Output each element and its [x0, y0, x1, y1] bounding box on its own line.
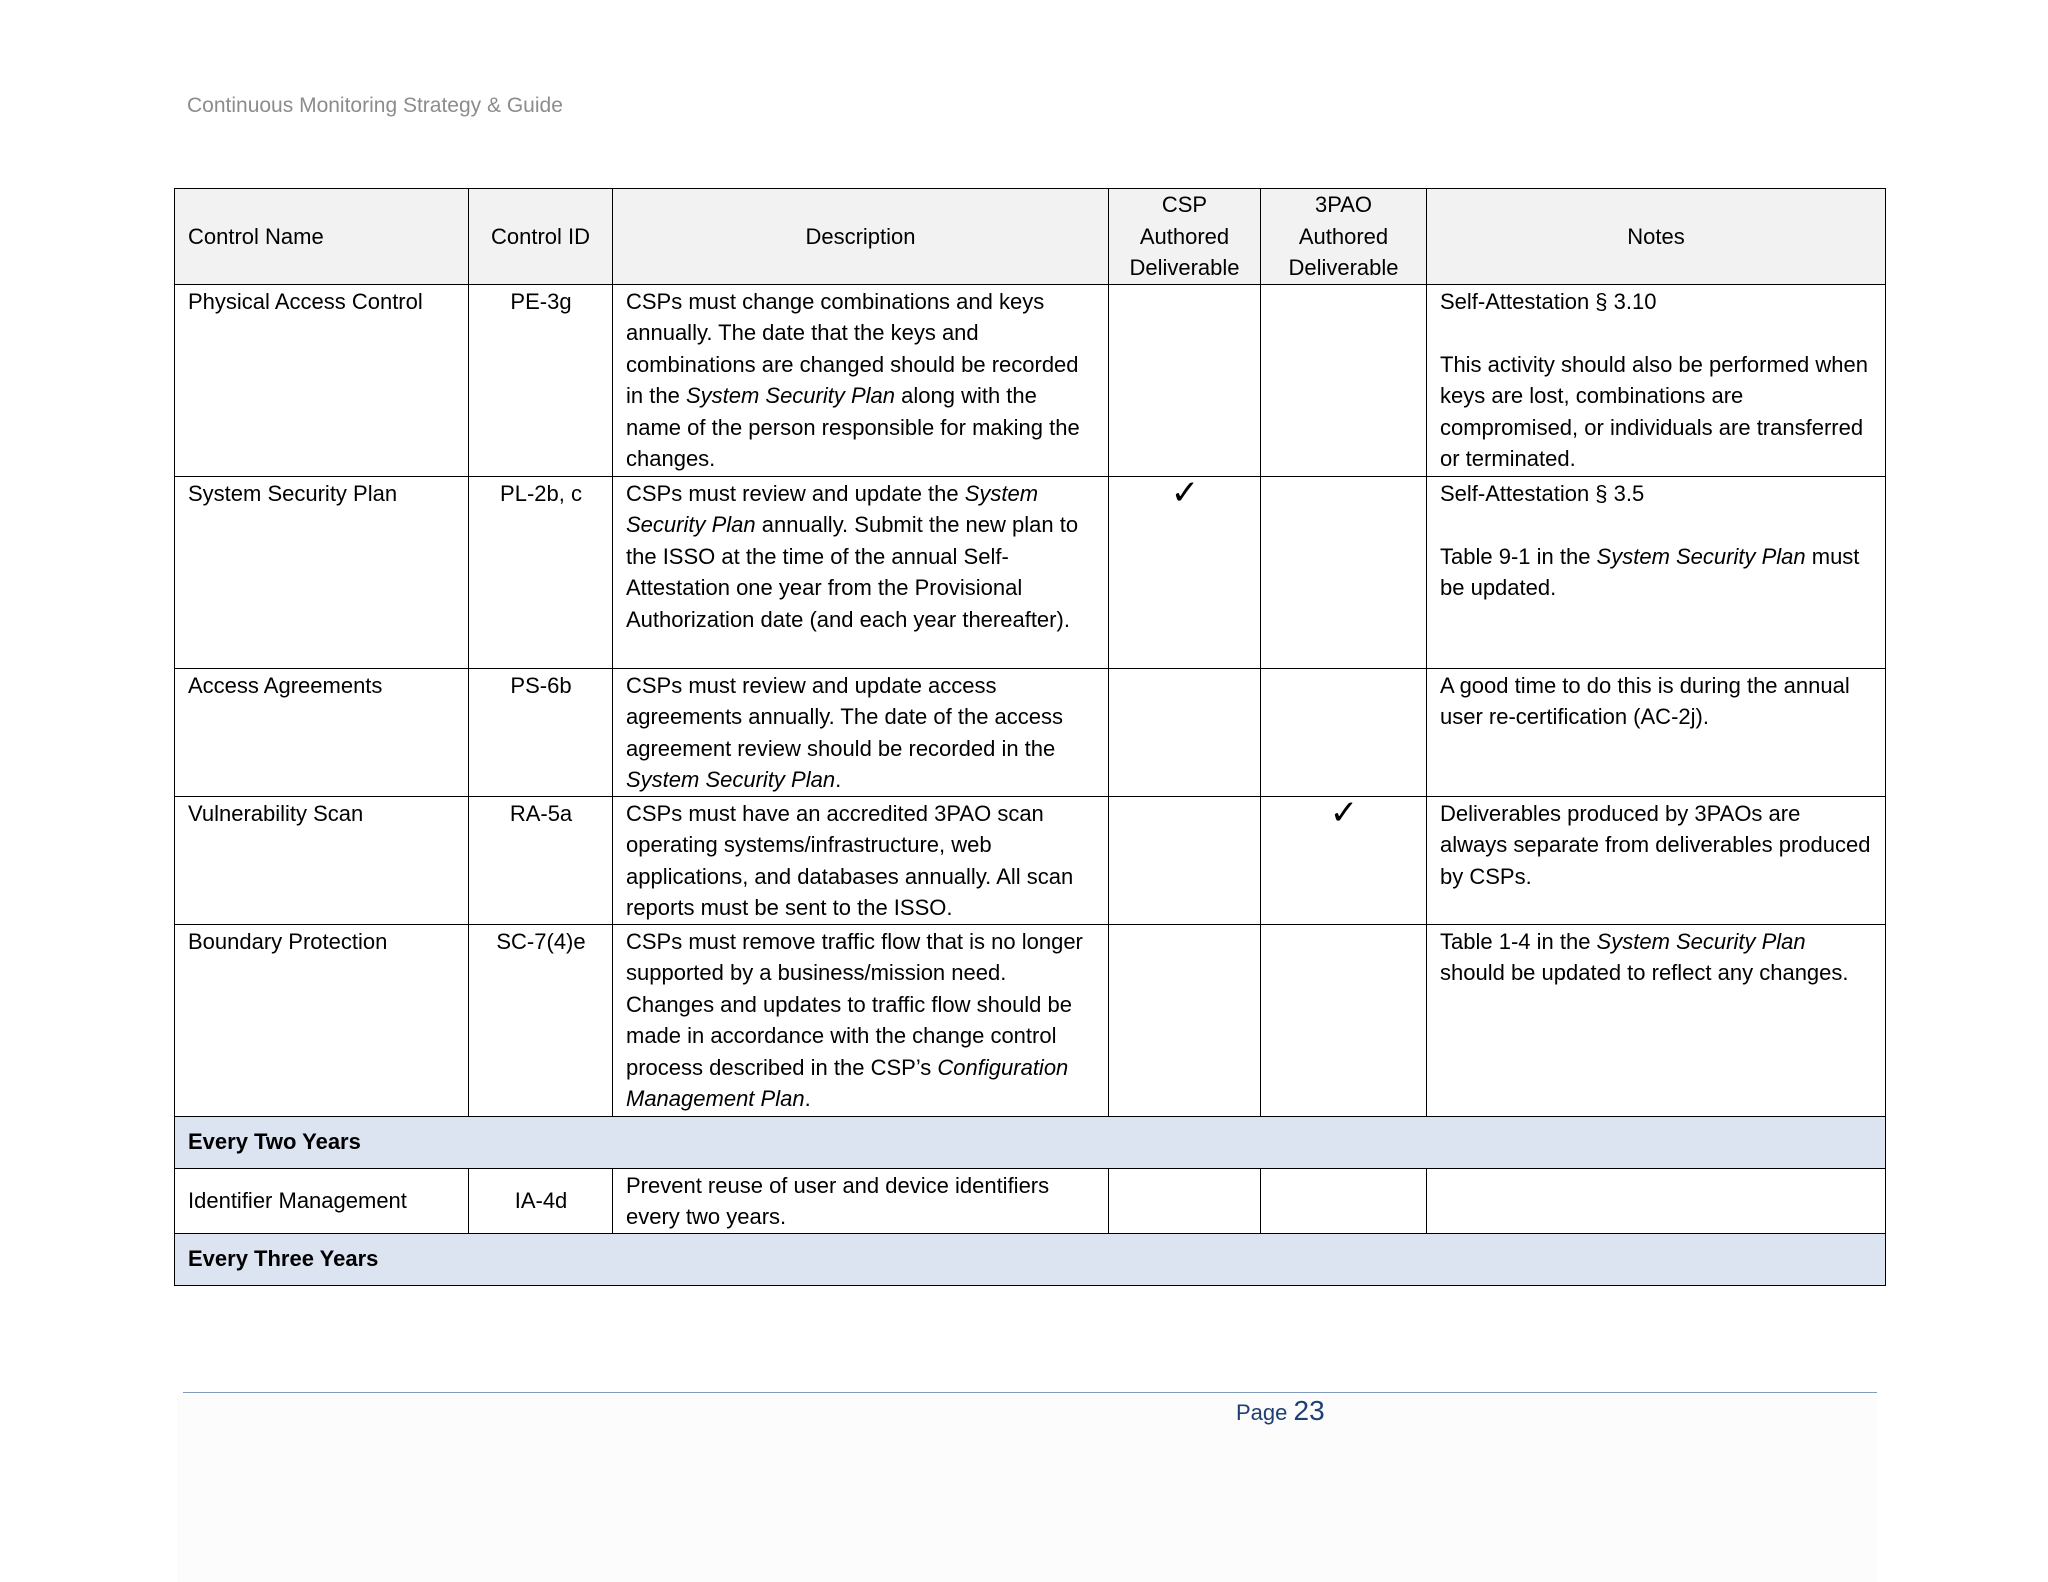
- cell-control-id: SC-7(4)e: [469, 924, 613, 1116]
- table-row: [175, 796, 1886, 924]
- notes-text: Table 9-1 in the System Security Plan must be updated.: [1440, 543, 1860, 600]
- cell-control-name: System Security Plan: [175, 476, 469, 668]
- page-label: Page: [1236, 1400, 1288, 1425]
- col-header-3pao-line3: Deliverable: [1288, 255, 1399, 280]
- desc-doc-title: System Security Plan: [626, 767, 836, 792]
- col-header-control-name: Control Name: [175, 189, 469, 285]
- col-header-control-id: Control ID: [469, 189, 613, 285]
- desc-text: CSPs must change combinations and keys annually. The date that the keys and combinations are changed should be recorded in the: [626, 288, 1079, 408]
- table-header-row: [175, 189, 1886, 285]
- cell-description: [613, 924, 1109, 1116]
- cell-description: [613, 476, 1109, 668]
- desc-text: CSPs must review and update the: [626, 480, 965, 506]
- cell-control-name: Access Agreements: [175, 668, 469, 796]
- page-number-value: 23: [1293, 1395, 1325, 1426]
- table-row: [175, 1168, 1886, 1233]
- desc-text: CSPs must remove traffic flow that is no longer supported by a business/mission need. Changes and updates to traffic flow should be made in accordance with the change control process described in the CSP’s: [626, 928, 1083, 1080]
- section-row-every-three-years: [175, 1233, 1886, 1285]
- table-row: [175, 924, 1886, 1116]
- cell-control-id: PL-2b, c: [469, 476, 613, 668]
- desc-doc-title: System Security Plan: [685, 383, 896, 408]
- notes-doc-title: System Security Plan: [1596, 928, 1806, 954]
- desc-text: along with the name of the person responsible for making the changes.: [626, 383, 1080, 471]
- cell-control-id: IA-4d: [469, 1168, 613, 1233]
- cell-3pao-deliverable: [1261, 1168, 1427, 1233]
- cell-description: Prevent reuse of user and device identifiers every two years.: [613, 1168, 1109, 1233]
- notes-text: This activity should also be performed when keys are lost, combinations are compromised, or individuals are transferred or terminated.: [1440, 351, 1868, 471]
- section-heading: Every Three Years: [175, 1233, 1886, 1285]
- cell-3pao-deliverable: [1261, 796, 1427, 924]
- table-row: [175, 476, 1886, 668]
- col-header-csp-authored: [1109, 189, 1261, 285]
- notes-reference: Self-Attestation § 3.5: [1440, 480, 1645, 506]
- col-header-description: Description: [613, 189, 1109, 285]
- cell-notes: Deliverables produced by 3PAOs are always separate from deliverables produced by CSPs.: [1427, 796, 1886, 924]
- col-header-csp-line1: CSP: [1161, 192, 1208, 217]
- cell-control-name: Vulnerability Scan: [175, 796, 469, 924]
- cell-description: [613, 668, 1109, 796]
- cell-csp-deliverable: [1109, 924, 1261, 1116]
- cell-3pao-deliverable: [1261, 476, 1427, 668]
- controls-table: [174, 188, 1886, 1286]
- desc-text: .: [835, 767, 842, 792]
- desc-text: annually. Submit the new plan to the ISSO at the time of the annual Self-Attestation one year from the Provisional Authorization date (and each year thereafter).: [626, 512, 1079, 632]
- cell-3pao-deliverable: [1261, 924, 1427, 1116]
- cell-control-name: Physical Access Control: [175, 284, 469, 476]
- section-row-every-two-years: [175, 1116, 1886, 1168]
- footer-divider: [183, 1392, 1877, 1393]
- cell-csp-deliverable: [1109, 476, 1261, 668]
- cell-csp-deliverable: [1109, 796, 1261, 924]
- checkmark-icon: ✓: [1170, 476, 1200, 512]
- cell-csp-deliverable: [1109, 668, 1261, 796]
- col-header-3pao-authored: [1261, 189, 1427, 285]
- col-header-csp-line3: Deliverable: [1129, 255, 1240, 280]
- cell-csp-deliverable: [1109, 284, 1261, 476]
- notes-doc-title: System Security Plan: [1596, 543, 1806, 569]
- desc-text: .: [804, 1086, 811, 1111]
- cell-notes: Table 1-4 in the System Security Plan should be updated to reflect any changes.: [1427, 924, 1886, 1116]
- cell-control-id: PS-6b: [469, 668, 613, 796]
- page-number: [1236, 1395, 1325, 1427]
- cell-control-id: RA-5a: [469, 796, 613, 924]
- cell-3pao-deliverable: [1261, 668, 1427, 796]
- cell-control-name: Boundary Protection: [175, 924, 469, 1116]
- cell-csp-deliverable: [1109, 1168, 1261, 1233]
- running-header: Continuous Monitoring Strategy & Guide: [187, 94, 563, 117]
- table-row: [175, 668, 1886, 796]
- footer-area: [177, 1395, 1877, 1582]
- checkmark-icon: ✓: [1329, 796, 1359, 832]
- col-header-3pao-line1: 3PAO: [1314, 192, 1373, 217]
- table-row: [175, 284, 1886, 476]
- col-header-3pao-line2: Authored: [1298, 223, 1389, 249]
- cell-notes: [1427, 1168, 1886, 1233]
- cell-notes: [1427, 284, 1886, 476]
- col-header-notes: Notes: [1427, 189, 1886, 285]
- cell-control-name: Identifier Management: [175, 1168, 469, 1233]
- cell-control-id: PE-3g: [469, 284, 613, 476]
- desc-doc-title: System Security Plan: [626, 480, 1039, 537]
- notes-reference: Self-Attestation § 3.10: [1440, 288, 1657, 314]
- col-header-csp-line2: Authored: [1139, 223, 1230, 249]
- cell-3pao-deliverable: [1261, 284, 1427, 476]
- cell-notes: A good time to do this is during the annual user re-certification (AC-2j).: [1427, 668, 1886, 796]
- cell-description: [613, 284, 1109, 476]
- section-heading: Every Two Years: [175, 1116, 1886, 1168]
- desc-doc-title: Configuration Management Plan: [626, 1054, 1069, 1111]
- cell-notes: [1427, 476, 1886, 668]
- desc-text: CSPs must review and update access agreements annually. The date of the access agreement review should be recorded in the: [626, 672, 1064, 761]
- cell-description: CSPs must have an accredited 3PAO scan operating systems/infrastructure, web applications, and databases annually. All scan reports must be sent to the ISSO.: [613, 796, 1109, 924]
